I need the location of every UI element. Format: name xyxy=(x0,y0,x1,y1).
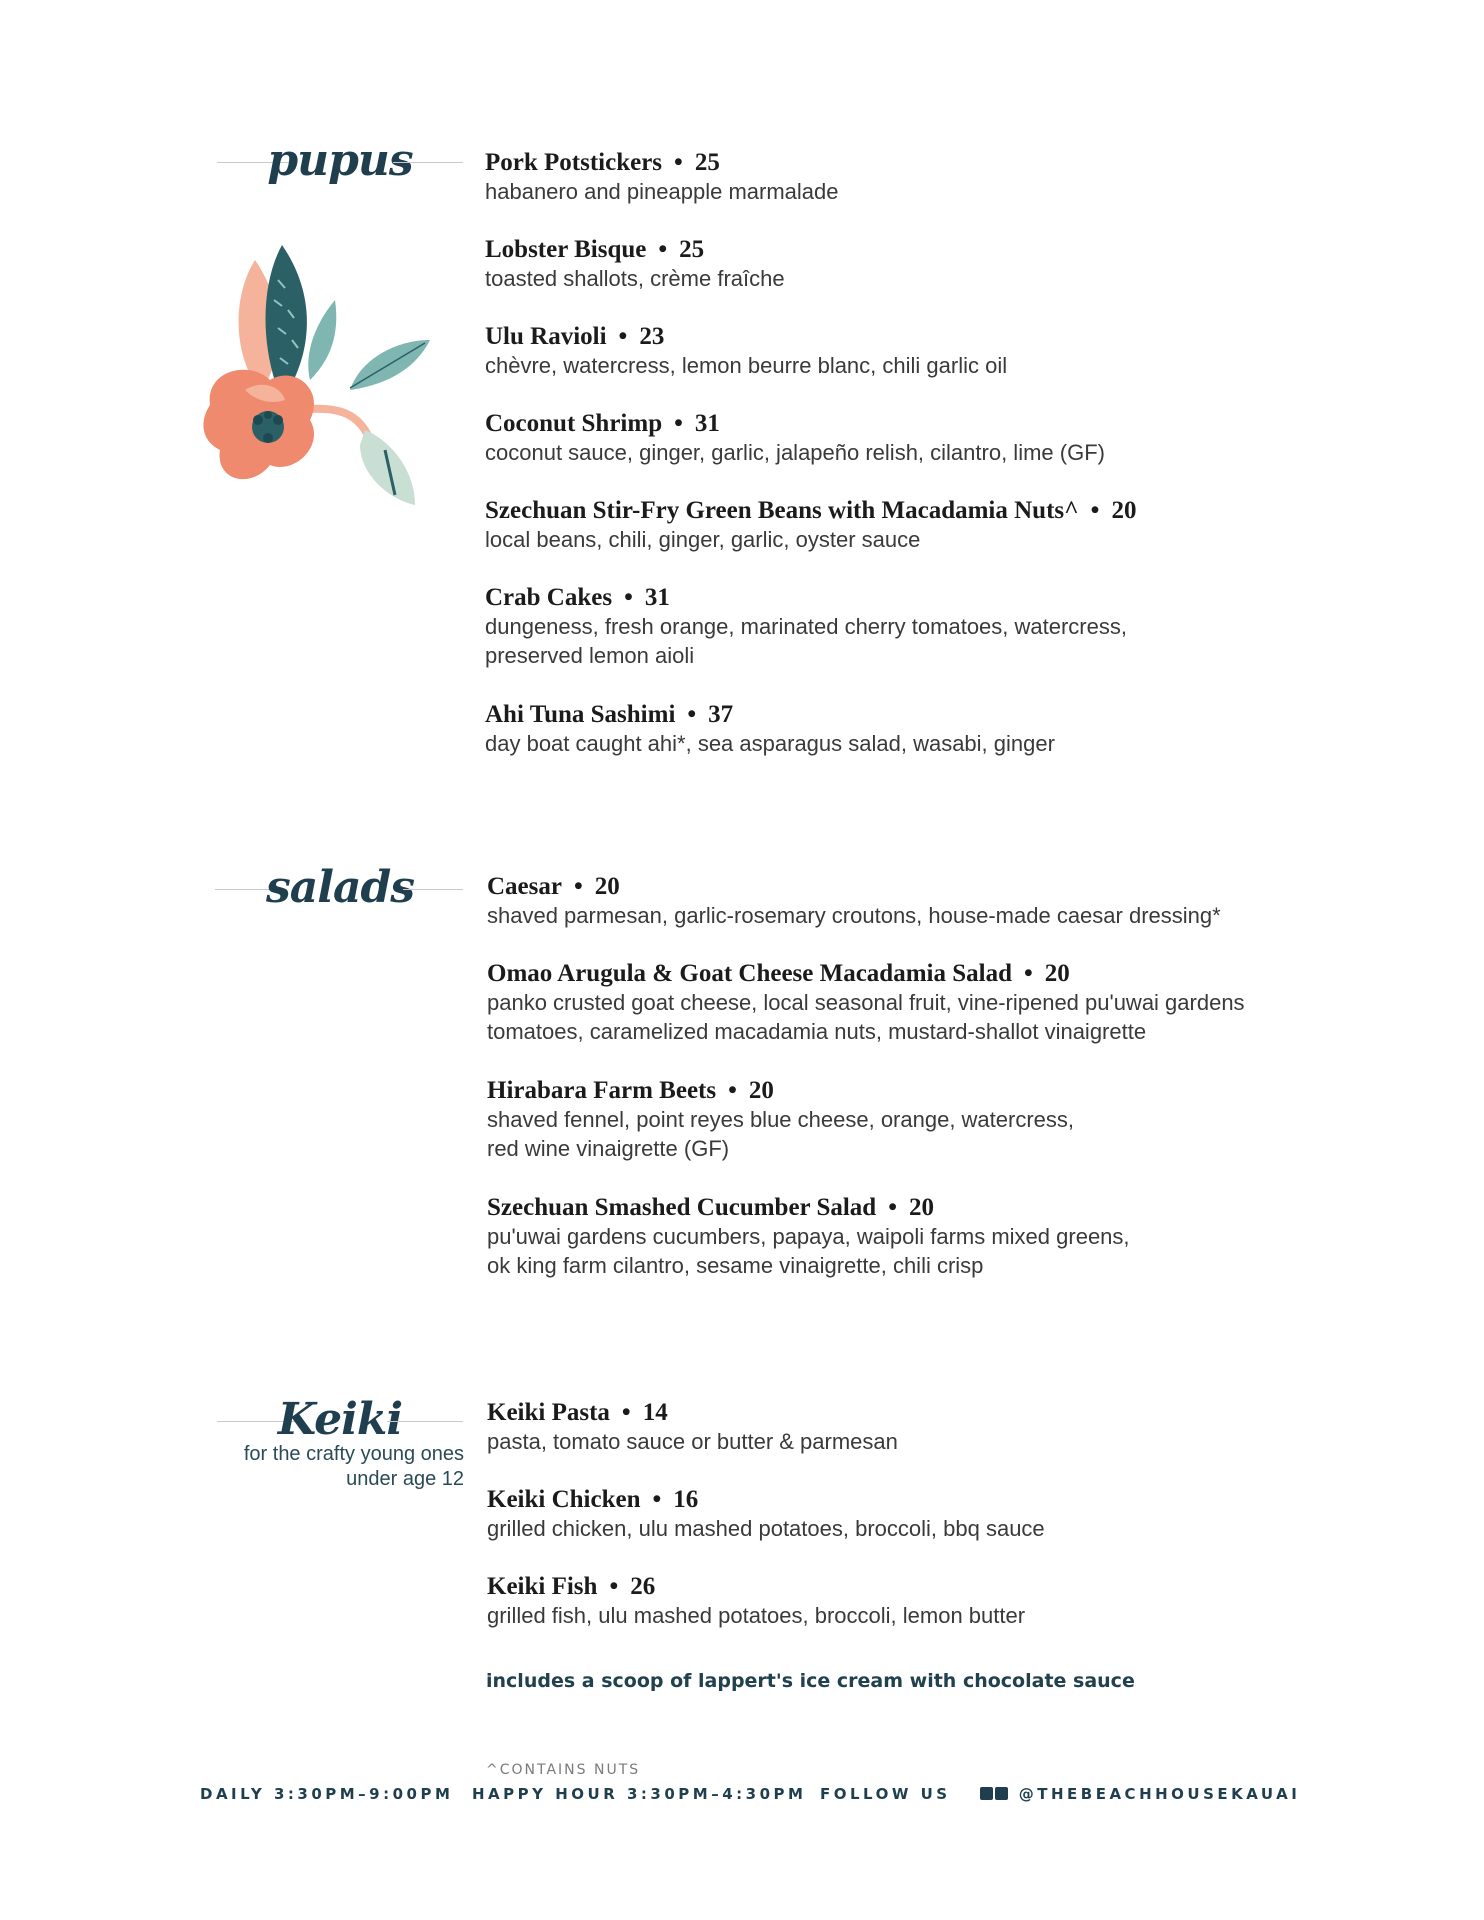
item-name: Coconut Shrimp xyxy=(485,410,663,437)
item-price: 37 xyxy=(708,701,734,728)
menu-item xyxy=(485,235,1365,293)
item-name: Ahi Tuna Sashimi xyxy=(485,701,676,728)
price-separator: • xyxy=(573,873,583,900)
price-separator: • xyxy=(888,1194,897,1221)
item-description: panko crusted goat cheese, local seasonal fruit, vine-ripened pu'uwai gardens xyxy=(487,990,1245,1015)
item-description: habanero and pineapple marmalade xyxy=(485,179,839,204)
price-separator: • xyxy=(728,1077,737,1104)
price-separator: • xyxy=(618,323,628,350)
pupus-title: pupus xyxy=(267,135,413,186)
price-separator: • xyxy=(687,701,697,728)
price-separator: • xyxy=(674,410,683,437)
keiki-title: Keiki xyxy=(277,1394,403,1445)
price-separator: • xyxy=(674,149,683,176)
item-price: 23 xyxy=(639,323,665,350)
item-price: 20 xyxy=(1044,960,1070,987)
item-description: day boat caught ahi*, sea asparagus salad, wasabi, ginger xyxy=(485,731,1055,756)
price-separator: • xyxy=(609,1573,619,1600)
item-name: Hirabara Farm Beets xyxy=(487,1077,717,1104)
footer xyxy=(0,1785,1484,1809)
menu-item xyxy=(485,322,1365,380)
keiki-note: includes a scoop of lappert's ice cream with chocolate sauce xyxy=(486,1670,1135,1692)
pupus-rule-right xyxy=(393,162,463,163)
menu-item xyxy=(487,1398,1367,1456)
price-separator: • xyxy=(624,584,633,611)
keiki-subtitle: for the crafty young ones xyxy=(243,1443,464,1465)
item-price: 31 xyxy=(694,410,720,437)
pupus-heading xyxy=(215,133,465,193)
menu-item xyxy=(487,1485,1367,1543)
menu-item xyxy=(487,872,1367,930)
item-name: Keiki Chicken xyxy=(487,1486,641,1513)
menu-item xyxy=(487,1076,1367,1163)
item-description-line2: ok king farm cilantro, sesame vinaigrette, chili crisp xyxy=(487,1253,984,1278)
item-name: Omao Arugula & Goat Cheese Macadamia Salad xyxy=(487,960,1012,987)
item-price: 20 xyxy=(1111,497,1137,524)
item-description-line2: preserved lemon aioli xyxy=(485,643,695,668)
keiki-subtitle-line2: under age 12 xyxy=(346,1468,464,1490)
salads-heading xyxy=(215,860,465,920)
menu-item xyxy=(485,409,1365,467)
item-description: chèvre, watercress, lemon beurre blanc, chili garlic oil xyxy=(485,353,1008,378)
facebook-icon[interactable] xyxy=(980,1787,993,1800)
item-price: 20 xyxy=(908,1194,934,1221)
keiki-rule-right xyxy=(387,1421,463,1422)
item-name: Ulu Ravioli xyxy=(485,323,607,350)
item-description: coconut sauce, ginger, garlic, jalapeño relish, cilantro, lime (GF) xyxy=(485,440,1105,465)
item-price: 20 xyxy=(594,873,620,900)
hibiscus-flower-illustration xyxy=(200,240,440,525)
price-separator: • xyxy=(1024,960,1033,987)
menu-item xyxy=(487,1193,1367,1280)
item-price: 14 xyxy=(642,1399,668,1426)
item-price: 20 xyxy=(748,1077,774,1104)
item-price: 31 xyxy=(644,584,670,611)
menu-item xyxy=(485,496,1365,554)
item-description: pasta, tomato sauce or butter & parmesan xyxy=(487,1429,898,1454)
item-description: shaved fennel, point reyes blue cheese, orange, watercress, xyxy=(487,1107,1075,1132)
item-description: shaved parmesan, garlic-rosemary croutons, house-made caesar dressing* xyxy=(487,903,1221,928)
item-description-line2: tomatoes, caramelized macadamia nuts, mustard-shallot vinaigrette xyxy=(487,1019,1147,1044)
item-description-line2: red wine vinaigrette (GF) xyxy=(487,1136,730,1161)
item-price: 16 xyxy=(673,1486,699,1513)
item-name: Lobster Bisque xyxy=(485,236,647,263)
item-price: 25 xyxy=(694,149,720,176)
item-description: toasted shallots, crème fraîche xyxy=(485,266,785,291)
item-name: Crab Cakes xyxy=(485,584,613,611)
item-description: grilled chicken, ulu mashed potatoes, broccoli, bbq sauce xyxy=(487,1516,1045,1541)
price-separator: • xyxy=(652,1486,662,1513)
menu-item xyxy=(487,1572,1367,1630)
footer-hours: DAILY 3:30PM–9:00PM xyxy=(200,1785,454,1803)
price-separator: • xyxy=(658,236,668,263)
item-name: Szechuan Smashed Cucumber Salad xyxy=(487,1194,877,1221)
item-description: grilled fish, ulu mashed potatoes, broccoli, lemon butter xyxy=(487,1603,1026,1628)
instagram-icon[interactable] xyxy=(995,1787,1008,1800)
item-description: pu'uwai gardens cucumbers, papaya, waipoli farms mixed greens, xyxy=(487,1224,1130,1249)
item-name: Keiki Pasta xyxy=(487,1399,610,1426)
item-name: Pork Potstickers xyxy=(485,149,663,176)
footer-handle[interactable]: @THEBEACHHOUSEKAUAI xyxy=(1018,1785,1301,1803)
menu-item xyxy=(487,959,1367,1046)
item-price: 25 xyxy=(679,236,705,263)
contains-nuts-footnote: ^CONTAINS NUTS xyxy=(486,1762,641,1778)
menu-item xyxy=(485,148,1365,206)
salads-rule-right xyxy=(403,889,463,890)
item-name: Caesar xyxy=(487,873,562,900)
menu-item xyxy=(485,583,1365,670)
footer-social[interactable] xyxy=(980,1785,1300,1803)
price-separator: • xyxy=(621,1399,631,1426)
item-description: dungeness, fresh orange, marinated cherry tomatoes, watercress, xyxy=(485,614,1127,639)
item-description: local beans, chili, ginger, garlic, oyster sauce xyxy=(485,527,921,552)
item-name: Szechuan Stir-Fry Green Beans with Macadamia Nuts^ xyxy=(485,497,1079,524)
footer-follow: FOLLOW US xyxy=(820,1785,951,1803)
item-name: Keiki Fish xyxy=(487,1573,598,1600)
price-separator: • xyxy=(1090,497,1100,524)
footer-happy-hour: HAPPY HOUR 3:30PM–4:30PM xyxy=(472,1785,807,1803)
menu-item xyxy=(485,700,1365,758)
item-price: 26 xyxy=(630,1573,656,1600)
salads-title: salads xyxy=(265,862,415,913)
